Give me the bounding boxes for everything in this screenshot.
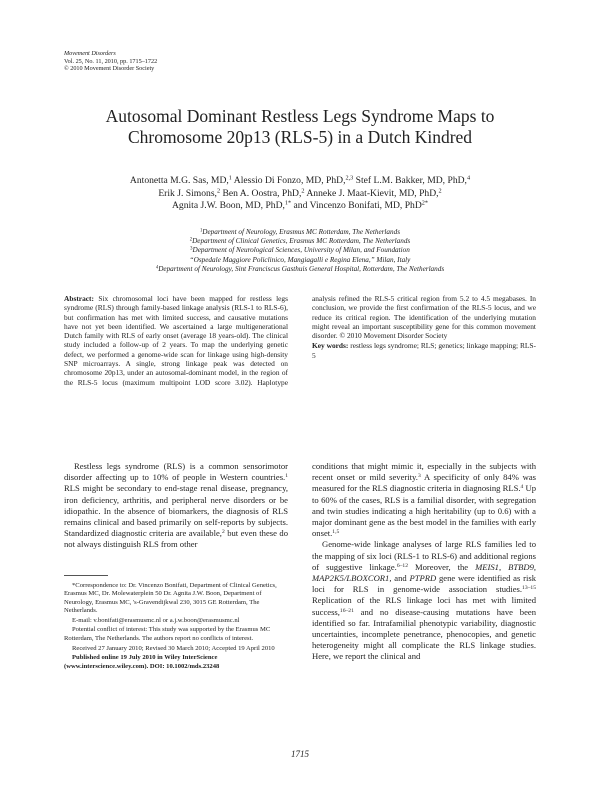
footnotes bbox=[64, 582, 288, 672]
keywords-label: Key words: bbox=[312, 341, 349, 351]
author-sup: 2 bbox=[438, 187, 442, 195]
body-column-right bbox=[312, 461, 536, 663]
received-note: Received 27 January 2010; Revised 30 March 2010; Accepted 19 April 2010 bbox=[72, 644, 275, 652]
gene-name: PTPRD bbox=[409, 573, 437, 584]
affiliations bbox=[60, 228, 540, 274]
abstract-text: Six chromosomal loci have been mapped for restless legs syndrome (RLS) through family-based linkage analysis (RLS-1 to RLS-6), but confirmation has met with limited success, and causative mutations have not yet been identified. We ascertained a large multigenerational Dutch family with RLS of early onset (average 18 years-old). The clinical study included a follow-up of 2 years. To map the underlying genetic defect, we performed a genome-wide scan for linkage using high-density SNP microarrays. A single, strong linkage peak was detected on chromosome 20p13, under an autosomal-dominant model, in the region of the RLS-5 locus (maximum multipoint LOD score 3.02). Haplotype analysis refined the RLS-5 critical region from 5.2 to 4.5 megabases. In conclusion, we provide the first confirmation of the RLS-5 locus, and we reduce its critical region. The identification of the underlying mutation might reveal an important susceptibility gene for this common movement disorder. © 2010 Movement Disorder Society bbox=[64, 294, 536, 387]
affiliation: $^4$Department of Neurology, Sint Franciscus Gasthuis General Hospital, Rotterdam, The Netherlands bbox=[155, 264, 445, 273]
conflict-note: Potential conflict of interest: This study was supported by the Erasmus MC Rotterdam, The Netherlands. The authors report no conflicts of interest. bbox=[64, 626, 271, 642]
author-list: Antonetta M.G. Sas, MD,$^1$ Alessio Di Fonzo, MD, PhD,$^{2,3}$ Stef L.M. Bakker, MD, PhD,$^4$ Erik J. Simons,$^2$ Ben A. Oostra, PhD,$^2$ Anneke J. Maat-Kievit, MD, PhD,$^2$ Agnita J.W. Boon, MD, PhD,$^{1*}$ and Vincenzo Bonifati, MD, PhD$^{2*}$ bbox=[129, 174, 471, 212]
author: Erik J. Simons, bbox=[158, 187, 217, 199]
body-paragraph: conditions that might mimic it, especially in the subjects with recent onset or mild severity.$^3$ A specificity of only 84% was measured for the RLS diagnostic criteria in diagnosing RLS.$^4$ Up to 60% of the cases, RLS is a familial disorder, with segregation and twin studies indicating a high heritability (up to 0.6) with a major dominant gene as the best model in the families with early onset.$^{1,5}$ bbox=[312, 461, 537, 539]
journal-volume: Vol. 25, No. 11, 2010, pp. 1715–1722 bbox=[64, 57, 158, 65]
affiliation: $^1$Department of Neurology, Erasmus MC Rotterdam, The Netherlands bbox=[199, 228, 401, 236]
author-sup: 4 bbox=[466, 174, 471, 182]
affiliation: $^2$Department of Clinical Genetics, Erasmus MC Rotterdam, The Netherlands bbox=[189, 237, 411, 246]
body-paragraph: Genome-wide linkage analyses of large RLS families led to the mapping of six loci (RLS-1 to RLS-6) and additional regions of suggestive linkage.$^{6-12}$ Moreover, the MEIS1, BTBD9, MAP2K5/LBOXCOR1, and PTPRD gene were identified as risk loci for RLS in genome-wide association studies.$^{13-15}$ Replication of the RLS linkage loci has met with limited success,$^{16-21}$ and no disease-causing mutations have been identified so far. Intrafamilial phenotypic variability, diagnostic uncertainties, incomplete penetrance, phenocopies, and genetic heterogeneity might all complicate the RLS linkage studies. Here, we report the clinical and bbox=[312, 539, 537, 662]
author-sup: 2* bbox=[421, 199, 428, 207]
author-sup: 2 bbox=[216, 187, 221, 195]
correspondence-note: *Correspondence to: Dr. Vincenzo Bonifati, Department of Clinical Genetics, Erasmus MC, Dr. Molewaterplein 50 Dr. Agnita J.W. Boon, Department of Neurology, Erasmus MC, 's-Gravendijkwal 230, 3015 GE Rotterdam, The Netherlands. bbox=[64, 582, 277, 614]
journal-copyright: © 2010 Movement Disorder Society bbox=[64, 65, 155, 73]
article-title bbox=[60, 106, 540, 148]
author: Alessio Di Fonzo, MD, PhD, bbox=[233, 175, 346, 186]
author: Agnita J.W. Boon, MD, PhD, bbox=[171, 200, 285, 212]
affiliation: $^3$Department of Neurological Sciences, University of Milan, and Foundation bbox=[190, 246, 410, 255]
body-column-left bbox=[64, 461, 288, 551]
email-note: E-mail: v.bonifati@erasmusmc.nl or a.j.w.boon@erasmusmc.nl bbox=[72, 616, 240, 624]
author: Ben A. Oostra, PhD, bbox=[222, 187, 302, 199]
footnote-rule bbox=[64, 575, 108, 576]
author-sup: 1 bbox=[228, 174, 232, 182]
affiliation: “Ospedale Maggiore Policlinico, Mangiagalli e Regina Elena,” Milan, Italy bbox=[189, 255, 411, 264]
author-sup: 1* bbox=[284, 199, 292, 207]
gene-name: MEIS1 bbox=[475, 561, 499, 572]
author-sup: 2,3 bbox=[345, 174, 354, 182]
author: Antonetta M.G. Sas, MD, bbox=[129, 175, 229, 186]
abstract bbox=[64, 294, 536, 390]
published-note: Published online 19 July 2010 in Wiley InterScience (www.interscience.wiley.com). DOI: 10.1002/mds.23248 bbox=[64, 654, 220, 670]
gene-name: BTBD9 bbox=[508, 561, 534, 572]
abstract-label: Abstract: bbox=[64, 294, 94, 303]
author: Stef L.M. Bakker, MD, PhD, bbox=[355, 175, 467, 186]
journal-name: Movement Disorders bbox=[64, 50, 116, 57]
keywords bbox=[312, 341, 536, 360]
body-paragraph: Restless legs syndrome (RLS) is a common sensorimotor disorder affecting up to 10% of people in Western countries.$^1$ RLS might be secondary to end-stage renal disease, pregnancy, iron deficiency, arthritis, and peripheral nerve disorders or be idiopathic. In the absence of biomarkers, the diagnosis of RLS remains clinical and based primarily on self-reports by subjects. Standardized diagnostic criteria are available,$^2$ but even these do not always distinguish RLS from other bbox=[64, 461, 288, 550]
gene-name: MAP2K5/LBOXCOR1 bbox=[312, 573, 390, 584]
author: Vincenzo Bonifati, MD, PhD bbox=[309, 200, 422, 212]
author-sup: 2 bbox=[301, 187, 305, 195]
keywords-text: restless legs syndrome; RLS; genetics; linkage mapping; RLS-5 bbox=[312, 341, 536, 360]
author: Anneke J. Maat-Kievit, MD, PhD, bbox=[306, 187, 439, 199]
journal-header bbox=[64, 50, 157, 73]
title-line-2: Chromosome 20p13 (RLS-5) in a Dutch Kindred bbox=[127, 127, 473, 147]
title-line-1: Autosomal Dominant Restless Legs Syndrome Maps to bbox=[105, 106, 495, 126]
page-number: 1715 bbox=[291, 749, 309, 759]
